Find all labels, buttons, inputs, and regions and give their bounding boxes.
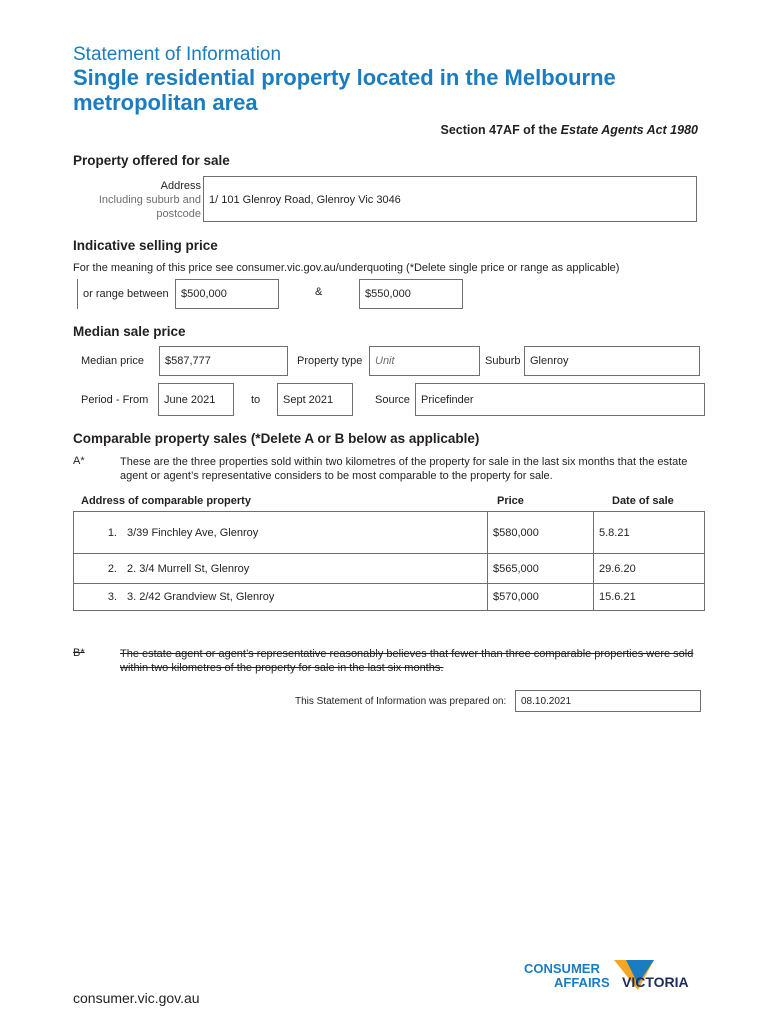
range-ampersand: & <box>315 286 323 298</box>
row-date[interactable]: 5.8.21 <box>594 512 705 554</box>
property-type-field[interactable]: Unit <box>369 346 480 376</box>
price-high-field[interactable]: $550,000 <box>359 279 463 309</box>
row-number: 1. <box>74 512 123 554</box>
option-b-text: The estate agent or agent’s representative reasonably believes that fewer than three comparable properties were sold within two kilometres of the property for sale in the last six months. <box>120 648 694 674</box>
act-prefix: Section 47AF of the <box>440 123 561 137</box>
act-reference <box>441 123 698 137</box>
address-label <box>73 179 201 221</box>
footer-url: consumer.vic.gov.au <box>73 990 200 1006</box>
act-name: Estate Agents Act 1980 <box>560 123 698 137</box>
property-type-label: Property type <box>297 355 363 367</box>
prepared-label: This Statement of Information was prepared on: <box>295 696 507 707</box>
col-address-header: Address of comparable property <box>81 495 251 507</box>
indicative-heading: Indicative selling price <box>73 238 218 253</box>
comparable-table <box>73 511 705 611</box>
option-a-text: These are the three properties sold within two kilometres of the property for sale in the last six months that the estate agent or agent’s representative considers to be most comparable to the property for sale. <box>120 456 688 482</box>
indicative-note: For the meaning of this price see consumer.vic.gov.au/underquoting (*Delete single price or range as applicable) <box>73 262 620 274</box>
table-row <box>74 554 705 584</box>
address-label-line3: postcode <box>156 208 201 220</box>
table-row <box>74 584 705 611</box>
row-address[interactable]: 3. 2/42 Grandview St, Glenroy <box>122 584 488 611</box>
prepared-date-field[interactable]: 08.10.2021 <box>515 690 701 712</box>
suburb-label: Suburb <box>485 355 521 367</box>
comparable-heading: Comparable property sales (*Delete A or B below as applicable) <box>73 431 480 446</box>
range-label: or range between <box>83 288 169 300</box>
address-label-line1: Address <box>160 180 201 192</box>
option-b-marker: B* <box>73 647 85 659</box>
logo-graphic <box>522 958 700 1008</box>
statement-title: Statement of Information <box>73 44 282 65</box>
median-heading: Median sale price <box>73 324 186 339</box>
row-date[interactable]: 15.6.21 <box>594 584 705 611</box>
option-a-marker: A* <box>73 455 85 467</box>
logo-text-consumer: CONSUMER <box>524 961 600 976</box>
price-low-field[interactable]: $500,000 <box>175 279 279 309</box>
period-from-field[interactable]: June 2021 <box>158 383 234 416</box>
logo-text-affairs: AFFAIRS <box>554 975 610 990</box>
col-price-header: Price <box>497 495 524 507</box>
row-price[interactable]: $565,000 <box>488 554 594 584</box>
row-number: 2. <box>74 554 123 584</box>
median-price-label: Median price <box>81 355 144 367</box>
median-price-field[interactable]: $587,777 <box>159 346 288 376</box>
row-number: 3. <box>74 584 123 611</box>
row-price[interactable]: $580,000 <box>488 512 594 554</box>
period-from-label: Period - From <box>81 394 149 406</box>
page-title: Single residential property located in the Melbourne metropolitan area <box>73 65 616 115</box>
suburb-field[interactable]: Glenroy <box>524 346 700 376</box>
source-label: Source <box>375 394 410 406</box>
period-to-label: to <box>251 394 261 406</box>
row-price[interactable]: $570,000 <box>488 584 594 611</box>
row-address[interactable]: 2. 3/4 Murrell St, Glenroy <box>122 554 488 584</box>
range-divider <box>77 279 78 309</box>
table-row <box>74 512 705 554</box>
row-address[interactable]: 3/39 Finchley Ave, Glenroy <box>122 512 488 554</box>
address-field[interactable]: 1/ 101 Glenroy Road, Glenroy Vic 3046 <box>203 176 697 222</box>
source-field[interactable]: Pricefinder <box>415 383 705 416</box>
period-to-field[interactable]: Sept 2021 <box>277 383 353 416</box>
row-date[interactable]: 29.6.20 <box>594 554 705 584</box>
col-date-header: Date of sale <box>612 495 674 507</box>
address-label-line2: Including suburb and <box>98 194 201 206</box>
consumer-affairs-victoria-logo <box>522 958 700 1008</box>
property-heading: Property offered for sale <box>73 153 230 168</box>
logo-text-victoria: VICTORIA <box>622 974 689 990</box>
